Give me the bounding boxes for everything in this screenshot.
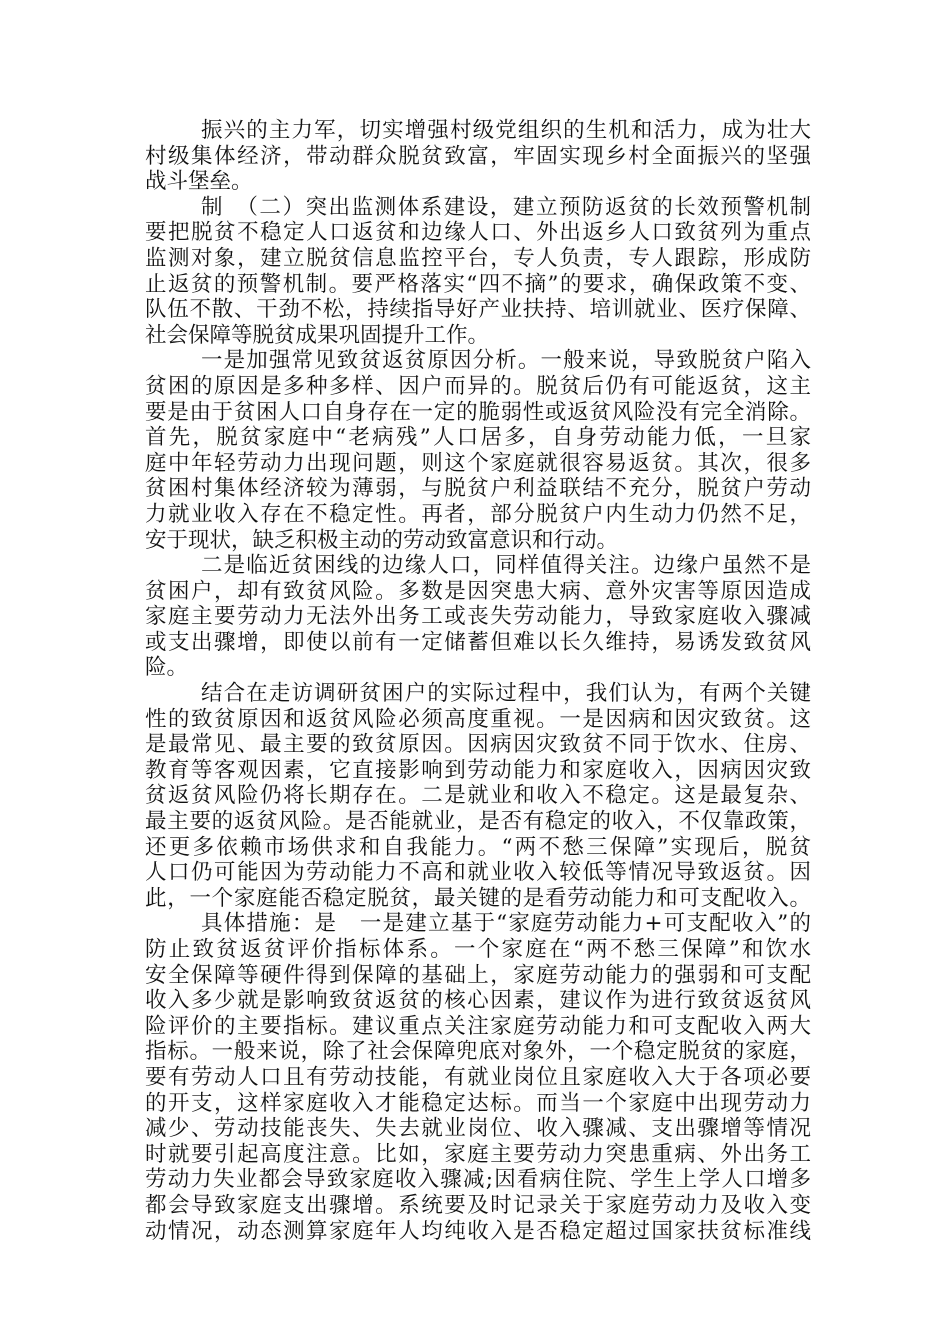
text-line: 最主要的返贫风险。是否能就业，是否有稳定的收入，不仅靠政策，	[145, 809, 811, 835]
text-line: 二是临近贫困线的边缘人口，同样值得关注。边缘户虽然不是	[201, 553, 811, 579]
text-line: 贫困户，却有致贫风险。多数是因突患大病、意外灾害等原因造成	[145, 578, 811, 604]
text-line: 人口仍可能因为劳动能力不高和就业收入较低等情况导致返贫。因	[145, 860, 811, 886]
text-line: 的开支，这样家庭收入才能稳定达标。而当一个家庭中出现劳动力	[145, 1090, 811, 1116]
text-line: 社会保障等脱贫成果巩固提升工作。	[145, 322, 490, 348]
text-line: 战斗堡垒。	[145, 169, 253, 195]
text-line: 安于现状，缺乏积极主动的劳动致富意识和行动。	[145, 527, 619, 553]
document-body	[145, 118, 811, 1244]
text-line: 是最常见、最主要的致贫原因。因病因灾致贫不同于饮水、住房、	[145, 732, 811, 758]
text-line: 动情况，动态测算家庭年人均纯收入是否稳定超过国家扶贫标准线	[145, 1218, 811, 1244]
text-line: 减少、劳动技能丧失、失去就业岗位、收入骤减、支出骤增等情况	[145, 1116, 811, 1142]
text-line: 力就业收入存在不稳定性。再者，部分脱贫户内生动力仍然不足，	[145, 501, 811, 527]
text-line: 振兴的主力军，切实增强村级党组织的生机和活力，成为壮大	[201, 118, 811, 143]
text-line: 险评价的主要指标。建议重点关注家庭劳动能力和可支配收入两大	[145, 1013, 811, 1039]
text-line: 贫困村集体经济较为薄弱，与脱贫户利益联结不充分，脱贫户劳动	[145, 476, 811, 502]
text-line: 或支出骤增，即使以前有一定储蓄但难以长久维持，易诱发致贫风	[145, 629, 811, 655]
text-line: 防止致贫返贫评价指标体系。一个家庭在“两不愁三保障”和饮水	[145, 937, 811, 962]
text-line: 监测对象，建立脱贫信息监控平台，专人负责，专人跟踪，形成防	[145, 245, 811, 271]
text-line: 指标。一般来说，除了社会保障兜底对象外，一个稳定脱贫的家庭，	[145, 1039, 811, 1065]
text-line: 时就要引起高度注意。比如，家庭主要劳动力突患重病、外出务工	[145, 1141, 811, 1167]
text-line: 贫困的原因是多种多样、因户而异的。脱贫后仍有可能返贫，这主	[145, 373, 811, 399]
text-line: 一是加强常见致贫返贫原因分析。一般来说，导致脱贫户陷入	[201, 348, 811, 374]
text-line: 收入多少就是影响致贫返贫的核心因素，建议作为进行致贫返贫风	[145, 988, 811, 1014]
text-line: 村级集体经济，带动群众脱贫致富，牢固实现乡村全面振兴的坚强	[145, 143, 811, 169]
text-line: 险。	[145, 655, 189, 681]
text-line: 劳动力失业都会导致家庭收入骤减;因看病住院、学生上学人口增多	[145, 1167, 811, 1193]
text-line: 还更多依赖市场供求和自我能力。“两不愁三保障”实现后，脱贫	[145, 834, 811, 860]
text-line: 要有劳动人口且有劳动技能，有就业岗位且家庭收入大于各项必要	[145, 1064, 811, 1090]
text-line: 教育等客观因素，它直接影响到劳动能力和家庭收入，因病因灾致	[145, 757, 811, 783]
text-line: 要是由于贫困人口自身存在一定的脆弱性或返贫风险没有完全消除。	[145, 399, 811, 425]
text-line: 安全保障等硬件得到保障的基础上，家庭劳动能力的强弱和可支配	[145, 962, 811, 988]
text-line: 庭中年轻劳动力出现问题，则这个家庭就很容易返贫。其次，很多	[145, 450, 811, 476]
text-line: 家庭主要劳动力无法外出务工或丧失劳动能力，导致家庭收入骤减	[145, 604, 811, 630]
text-line: 止返贫的预警机制。要严格落实“四不摘”的要求，确保政策不变、	[145, 271, 811, 297]
text-line: 贫返贫风险仍将长期存在。二是就业和收入不稳定。这是最复杂、	[145, 783, 811, 809]
text-line: 队伍不散、干劲不松，持续指导好产业扶持、培训就业、医疗保障、	[145, 297, 811, 323]
text-line: 性的致贫原因和返贫风险必须高度重视。一是因病和因灾致贫。这	[145, 706, 811, 732]
text-line: 制 （二）突出监测体系建设，建立预防返贫的长效预警机制	[201, 194, 811, 220]
text-line: 首先，脱贫家庭中“老病残”人口居多，自身劳动能力低，一旦家	[145, 425, 811, 451]
text-line: 要把脱贫不稳定人口返贫和边缘人口、外出返乡人口致贫列为重点	[145, 220, 811, 246]
text-line: 结合在走访调研贫困户的实际过程中，我们认为，有两个关键	[201, 681, 811, 707]
text-line: 具体措施：是 一是建立基于“家庭劳动能力+可支配收入”的	[201, 911, 811, 937]
text-line: 此，一个家庭能否稳定脱贫，最关键的是看劳动能力和可支配收入。	[145, 885, 811, 911]
text-line: 都会导致家庭支出骤增。系统要及时记录关于家庭劳动力及收入变	[145, 1192, 811, 1218]
